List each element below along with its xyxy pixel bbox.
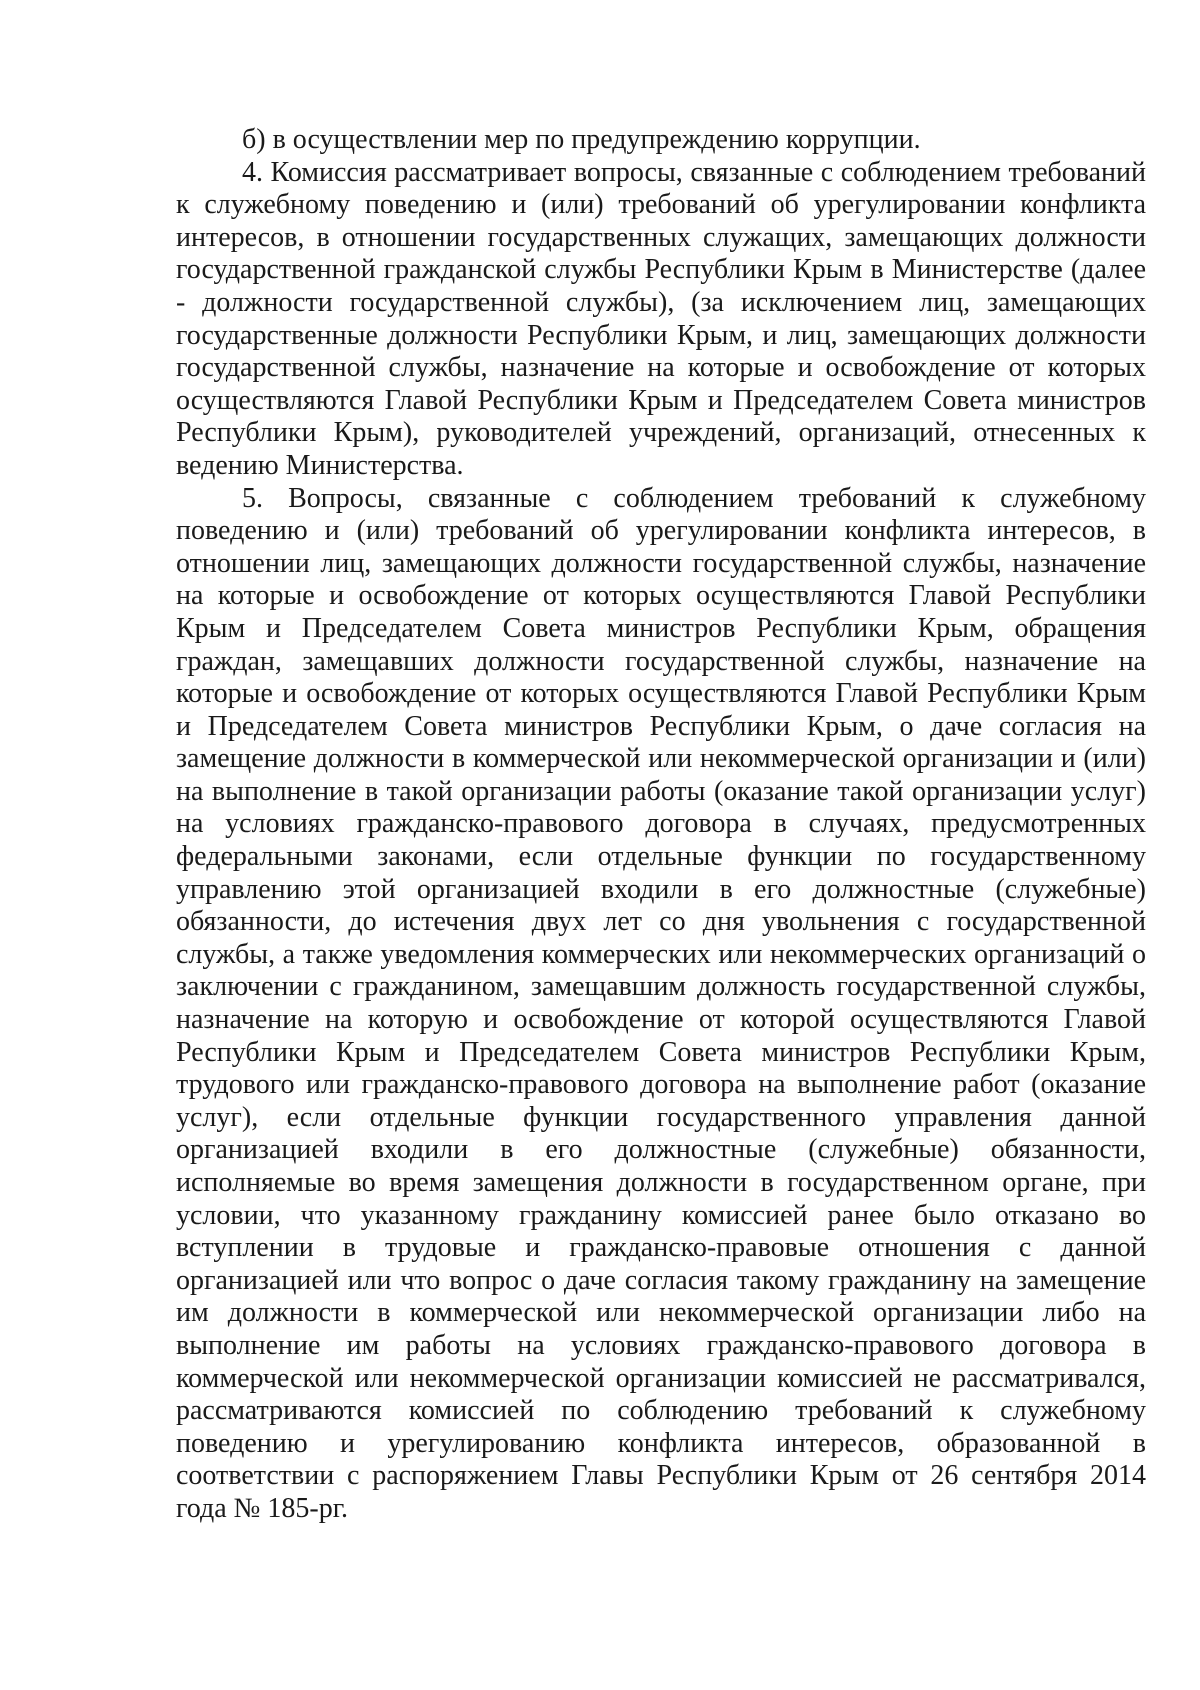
- paragraph-5-questions-considered: 5. Вопросы, связанные с соблюдением требований к служебному поведению и (или) требований об урегулировании конфликта интересов, в отношении лиц, замещающих должности государственной службы, назначение на которые и освобождение от которых осуществляются Главой Республики Крым и Председателем Совета министров Республики Крым, обращения граждан, замещавших должности государственной службы, назначение на которые и освобождение от которых осуществляются Главой Республики Крым и Председателем Совета министров Республики Крым, о даче согласия на замещение должности в коммерческой или некоммерческой организации и (или) на выполнение в такой организации работы (оказание такой организации услуг) на условиях гражданско-правового договора в случаях, предусмотренных федеральными законами, если отдельные функции по государственному управлению этой организацией входили в его должностные (служебные) обязанности, до истечения двух лет со дня увольнения с государственной службы, а также уведомления коммерческих или некоммерческих организаций о заключении с гражданином, замещавшим должность государственной службы, назначение на которую и освобождение от которой осуществляются Главой Республики Крым и Председателем Совета министров Республики Крым, трудового или гражданско-правового договора на выполнение работ (оказание услуг), если отдельные функции государственного управления данной организацией входили в его должностные (служебные) обязанности, исполняемые во время замещения должности в государственном органе, при условии, что указанному гражданину комиссией ранее было отказано во вступлении в трудовые и гражданско-правовые отношения с данной организацией или что вопрос о даче согласия такому гражданину на замещение им должности в коммерческой или некоммерческой организации либо на выполнение им работы на условиях гражданско-правового договора в коммерческой или некоммерческой организации комиссией не рассматривался, рассматриваются комиссией по соблюдению требований к служебному поведению и урегулированию конфликта интересов, образованной в соответствии с распоряжением Главы Республики Крым от 26 сентября 2014 года № 185-рг.: [176, 482, 1146, 1524]
- paragraph-4-commission-scope: 4. Комиссия рассматривает вопросы, связанные с соблюдением требований к служебному поведению и (или) требований об урегулировании конфликта интересов, в отношении государственных служащих, замещающих должности государственной гражданской службы Республики Крым в Министерстве (далее - должности государственной службы), (за исключением лиц, замещающих государственные должности Республики Крым, и лиц, замещающих должности государственной службы, назначение на которые и освобождение от которых осуществляются Главой Республики Крым и Председателем Совета министров Республики Крым), руководителей учреждений, организаций, отнесенных к ведению Министерства.: [176, 156, 1146, 481]
- document-body: [176, 124, 1146, 1526]
- paragraph-b-corruption-prevention: б) в осуществлении мер по предупреждению коррупции.: [242, 124, 921, 155]
